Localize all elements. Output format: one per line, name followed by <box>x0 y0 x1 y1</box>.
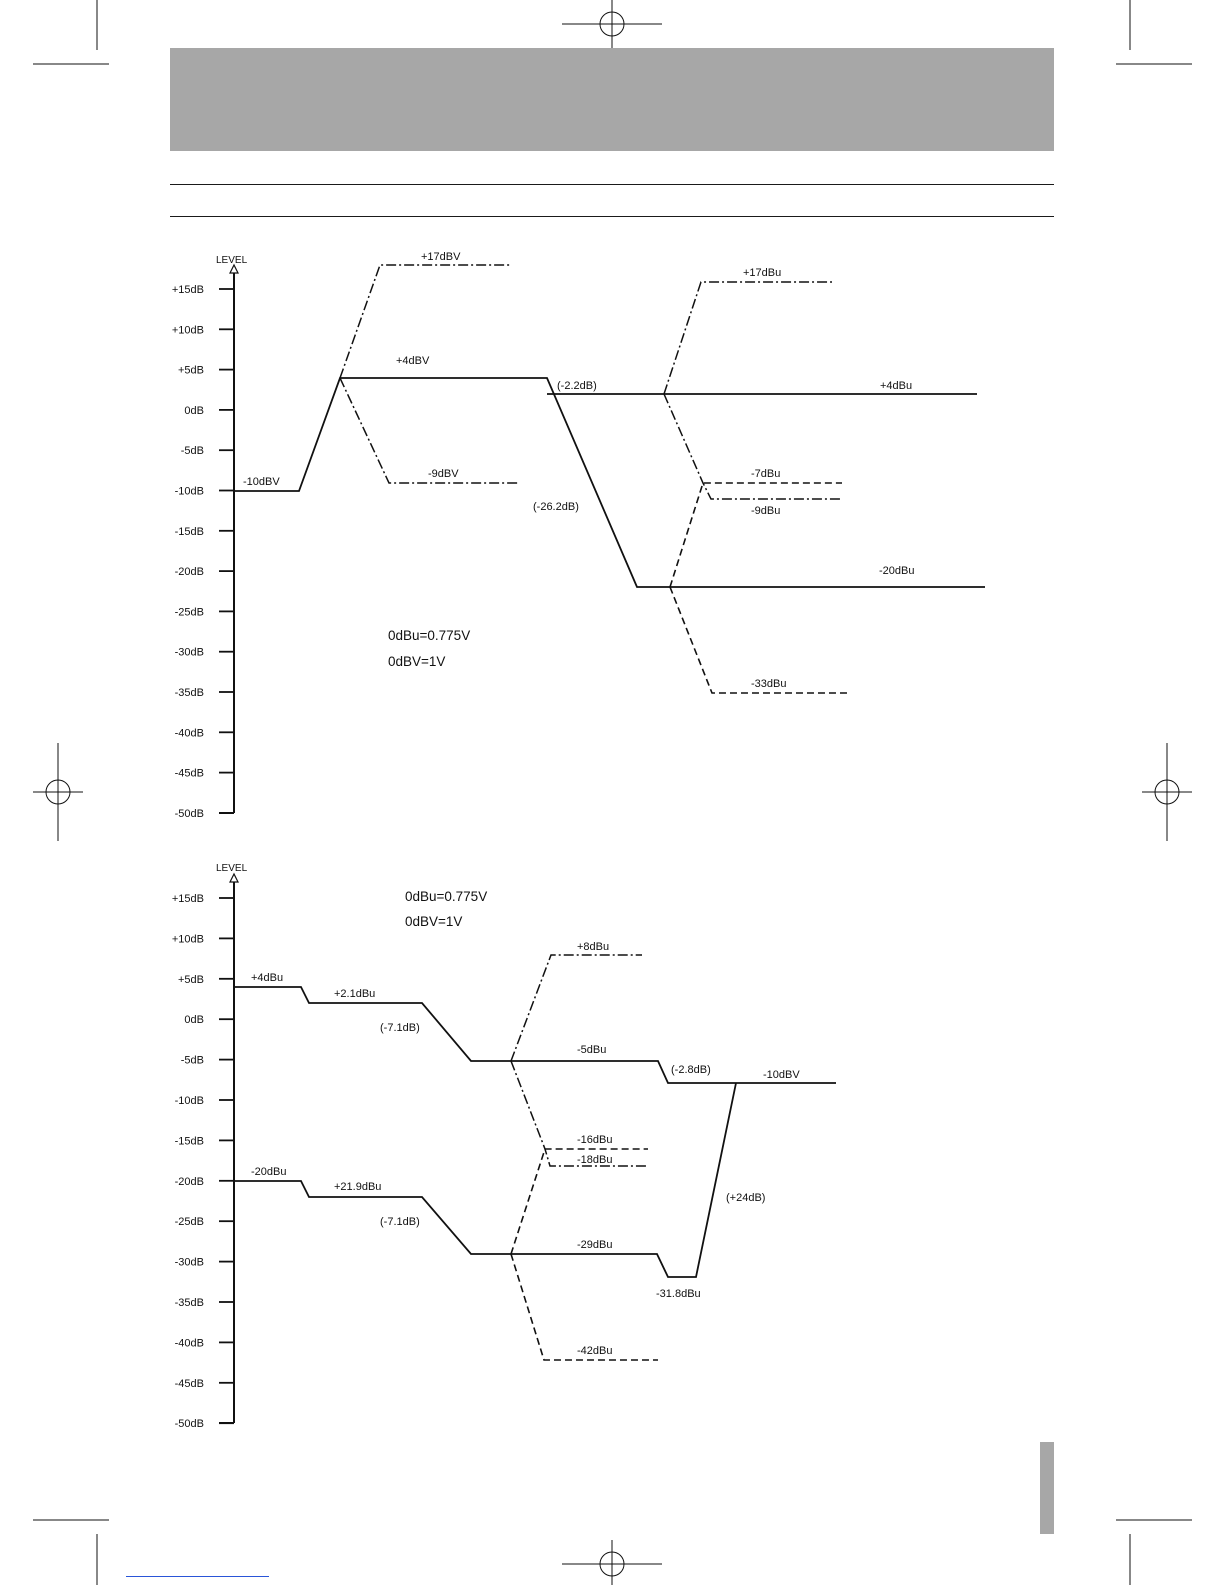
label-20dbu: -20dBu <box>879 565 915 577</box>
axis-tick-label: -30dB <box>174 646 204 659</box>
registration-mark-bottom <box>562 1540 662 1585</box>
trace-18dbu <box>511 1061 648 1166</box>
registration-mark-right <box>1142 743 1192 841</box>
label-29dbu: -29dBu <box>577 1239 613 1251</box>
crop-marks <box>33 0 1192 1585</box>
axis-tick-label: +5dB <box>178 364 204 377</box>
axis-tick-label: +10dB <box>171 324 204 337</box>
axis-tick-label: 0dB <box>184 1014 204 1027</box>
axis-arrow-icon <box>230 265 238 273</box>
label-4dbu: +4dBu <box>880 380 913 392</box>
axis-tick-label: -35dB <box>174 1297 204 1309</box>
label-10dbv: -10dBV <box>763 1069 800 1081</box>
label-gain-24db: (+24dB) <box>726 1192 766 1204</box>
label-31-8dbu: -31.8dBu <box>656 1288 701 1300</box>
label-16dbu: -16dBu <box>577 1134 613 1146</box>
note-dbv-reference: 0dBV=1V <box>405 914 463 929</box>
diagram-1-traces <box>234 265 985 693</box>
axis-tick-label: -30dB <box>174 1256 204 1269</box>
note-dbv-reference: 0dBV=1V <box>388 654 446 669</box>
axis-tick-label: -45dB <box>174 1377 204 1390</box>
label-33dbu: -33dBu <box>751 678 787 690</box>
axis-tick-label: -15dB <box>174 525 204 538</box>
axis-tick-label: -40dB <box>174 727 204 740</box>
axis-tick-label: -45dB <box>174 767 204 780</box>
axis-tick-label: -35dB <box>174 687 204 699</box>
label-17dbv: +17dBV <box>421 251 461 263</box>
label-4dbv: +4dBV <box>396 355 430 367</box>
note-dbu-reference: 0dBu=0.775V <box>405 889 488 904</box>
axis-tick-label: -5dB <box>180 445 204 458</box>
label-20dbu: -20dBu <box>251 1166 287 1178</box>
label-18dbu: -18dBu <box>577 1154 613 1166</box>
registration-mark-left <box>33 743 83 841</box>
axis-arrow-icon <box>230 874 238 882</box>
trace-main-solid <box>234 378 985 587</box>
axis-tick-label: -10dB <box>174 485 204 498</box>
axis-tick-label: -10dB <box>174 1095 204 1107</box>
axis-tick-label: -40dB <box>174 1337 204 1350</box>
diagram-2-axis <box>216 863 248 1423</box>
axis-tick-label: +15dB <box>171 893 204 905</box>
label-8dbu: +8dBu <box>577 941 610 953</box>
axis-tick-label: -20dB <box>174 1175 204 1188</box>
diagram-2-ticks <box>172 893 234 1430</box>
label-42dbu: -42dBu <box>577 1345 613 1357</box>
label-7dbu: -7dBu <box>751 468 781 480</box>
axis-tick-label: -5dB <box>180 1054 204 1067</box>
axis-tick-label: -25dB <box>174 1216 204 1229</box>
axis-tick-label: +15dB <box>171 284 204 296</box>
label-gain-2-8db: (-2.8dB) <box>671 1064 711 1076</box>
label-gain-7-1db-upper: (-7.1dB) <box>380 1022 420 1034</box>
diagram-1-ticks <box>172 284 234 820</box>
axis-tick-label: -20dB <box>174 566 204 579</box>
diagram-1-labels <box>243 251 914 690</box>
axis-tick-label: -50dB <box>174 807 204 820</box>
label-21-9dbu: +21.9dBu <box>334 1181 382 1193</box>
axis-title: LEVEL <box>216 255 248 266</box>
trace-17dbu <box>664 282 832 394</box>
label-gain-26-2db: (-26.2dB) <box>533 501 579 513</box>
axis-tick-label: -50dB <box>174 1418 204 1431</box>
axis-tick-label: +10dB <box>171 933 204 946</box>
label-gain-7-1db-lower: (-7.1dB) <box>380 1216 420 1228</box>
label-17dbu: +17dBu <box>743 267 782 279</box>
registration-mark-top <box>562 0 662 48</box>
trace-lower-solid <box>234 1083 736 1277</box>
diagram-2 <box>172 863 836 1430</box>
label-9dbu: -9dBu <box>751 505 781 517</box>
axis-tick-label: -25dB <box>174 606 204 619</box>
diagram-1-axis <box>216 255 248 813</box>
axis-tick-label: 0dB <box>184 404 204 417</box>
diagram-2-labels <box>251 889 800 1357</box>
note-dbu-reference: 0dBu=0.775V <box>388 628 471 643</box>
axis-tick-label: -15dB <box>174 1135 204 1148</box>
diagram-1 <box>172 251 985 820</box>
axis-tick-label: +5dB <box>178 973 204 986</box>
label-10dbv: -10dBV <box>243 476 280 488</box>
diagram-2-traces <box>234 955 836 1360</box>
label-5dbu: -5dBu <box>577 1044 607 1056</box>
axis-title: LEVEL <box>216 863 248 874</box>
label-4dbu: +4dBu <box>251 972 284 984</box>
label-9dbv: -9dBV <box>428 468 459 480</box>
label-2-1dbu: +2.1dBu <box>334 988 376 1000</box>
trace-upper-solid <box>234 987 836 1083</box>
label-gain-2-2db: (-2.2dB) <box>557 380 597 392</box>
